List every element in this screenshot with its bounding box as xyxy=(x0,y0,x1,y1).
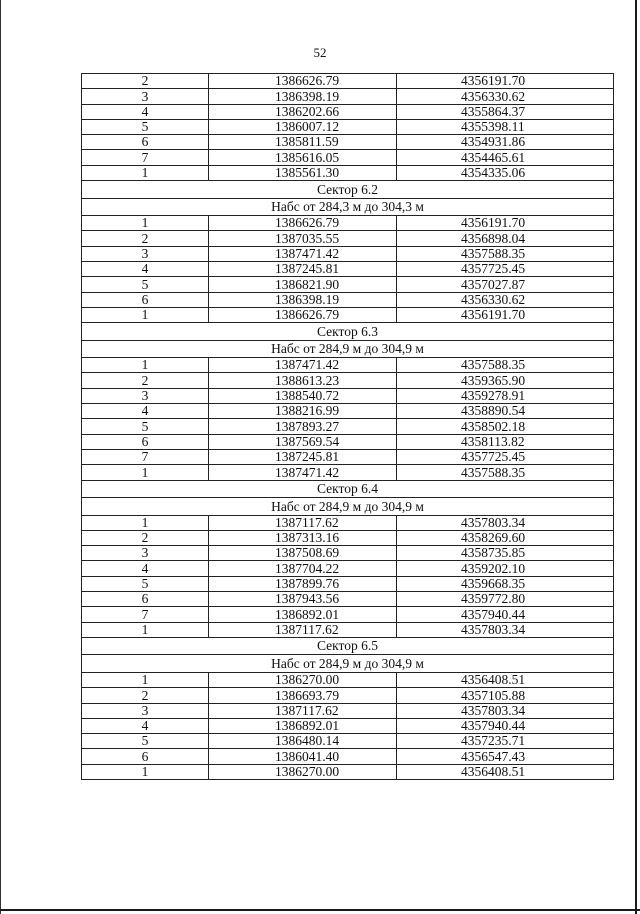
x-coordinate-cell: 1386270.00 xyxy=(209,764,397,779)
y-coordinate-cell: 4356408.51 xyxy=(397,672,614,687)
table-row xyxy=(82,546,614,561)
y-coordinate-cell: 4356191.70 xyxy=(397,307,614,322)
table-row xyxy=(82,530,614,545)
x-coordinate-cell: 1386041.40 xyxy=(209,749,397,764)
section-title: Набс от 284,3 м до 304,3 м xyxy=(82,198,614,216)
y-coordinate-cell: 4354335.06 xyxy=(397,165,614,180)
table-row xyxy=(82,672,614,687)
point-number-cell: 3 xyxy=(82,546,209,561)
y-coordinate-cell: 4357803.34 xyxy=(397,703,614,718)
point-number-cell: 3 xyxy=(82,703,209,718)
point-number-cell: 6 xyxy=(82,292,209,307)
x-coordinate-cell: 1385616.05 xyxy=(209,150,397,165)
table-row xyxy=(82,119,614,134)
point-number-cell: 1 xyxy=(82,216,209,231)
section-title-row xyxy=(82,323,614,341)
x-coordinate-cell: 1387471.42 xyxy=(209,246,397,261)
y-coordinate-cell: 4357803.34 xyxy=(397,622,614,637)
y-coordinate-cell: 4354931.86 xyxy=(397,135,614,150)
point-number-cell: 2 xyxy=(82,231,209,246)
table-row xyxy=(82,718,614,733)
section-title: Набс от 284,9 м до 304,9 м xyxy=(82,498,614,516)
scan-edge-left xyxy=(0,0,1,914)
x-coordinate-cell: 1386007.12 xyxy=(209,119,397,134)
section-title-row xyxy=(82,480,614,498)
section-title: Сектор 6.4 xyxy=(82,480,614,498)
y-coordinate-cell: 4357803.34 xyxy=(397,515,614,530)
y-coordinate-cell: 4357588.35 xyxy=(397,246,614,261)
table-row xyxy=(82,515,614,530)
x-coordinate-cell: 1386202.66 xyxy=(209,104,397,119)
x-coordinate-cell: 1386626.79 xyxy=(209,216,397,231)
point-number-cell: 3 xyxy=(82,246,209,261)
x-coordinate-cell: 1386626.79 xyxy=(209,307,397,322)
table-row xyxy=(82,165,614,180)
x-coordinate-cell: 1386821.90 xyxy=(209,277,397,292)
y-coordinate-cell: 4357588.35 xyxy=(397,465,614,480)
x-coordinate-cell: 1386892.01 xyxy=(209,718,397,733)
point-number-cell: 4 xyxy=(82,718,209,733)
x-coordinate-cell: 1388540.72 xyxy=(209,388,397,403)
table-row xyxy=(82,622,614,637)
page-number: 52 xyxy=(313,45,327,60)
x-coordinate-cell: 1386626.79 xyxy=(209,74,397,89)
scan-edge-bottom xyxy=(0,909,640,911)
x-coordinate-cell: 1386480.14 xyxy=(209,734,397,749)
y-coordinate-cell: 4358502.18 xyxy=(397,419,614,434)
table-row xyxy=(82,388,614,403)
y-coordinate-cell: 4357235.71 xyxy=(397,734,614,749)
y-coordinate-cell: 4358890.54 xyxy=(397,404,614,419)
point-number-cell: 7 xyxy=(82,150,209,165)
y-coordinate-cell: 4357588.35 xyxy=(397,358,614,373)
y-coordinate-cell: 4356547.43 xyxy=(397,749,614,764)
x-coordinate-cell: 1387508.69 xyxy=(209,546,397,561)
point-number-cell: 3 xyxy=(82,89,209,104)
section-title-row xyxy=(82,181,614,199)
x-coordinate-cell: 1386398.19 xyxy=(209,89,397,104)
x-coordinate-cell: 1385811.59 xyxy=(209,135,397,150)
x-coordinate-cell: 1387117.62 xyxy=(209,703,397,718)
point-number-cell: 5 xyxy=(82,734,209,749)
point-number-cell: 1 xyxy=(82,622,209,637)
section-title: Сектор 6.5 xyxy=(82,637,614,655)
coordinates-table-body xyxy=(82,74,614,780)
table-row xyxy=(82,292,614,307)
section-title: Сектор 6.2 xyxy=(82,181,614,199)
point-number-cell: 1 xyxy=(82,672,209,687)
section-title-row xyxy=(82,637,614,655)
x-coordinate-cell: 1387117.62 xyxy=(209,515,397,530)
y-coordinate-cell: 4355398.11 xyxy=(397,119,614,134)
point-number-cell: 1 xyxy=(82,307,209,322)
point-number-cell: 7 xyxy=(82,449,209,464)
point-number-cell: 6 xyxy=(82,749,209,764)
table-row xyxy=(82,74,614,89)
point-number-cell: 2 xyxy=(82,74,209,89)
point-number-cell: 4 xyxy=(82,404,209,419)
point-number-cell: 7 xyxy=(82,607,209,622)
x-coordinate-cell: 1387899.76 xyxy=(209,576,397,591)
table-row xyxy=(82,150,614,165)
table-row xyxy=(82,135,614,150)
y-coordinate-cell: 4356898.04 xyxy=(397,231,614,246)
table-row xyxy=(82,749,614,764)
y-coordinate-cell: 4356191.70 xyxy=(397,74,614,89)
section-title: Сектор 6.3 xyxy=(82,323,614,341)
point-number-cell: 1 xyxy=(82,465,209,480)
x-coordinate-cell: 1387245.81 xyxy=(209,261,397,276)
table-row xyxy=(82,592,614,607)
x-coordinate-cell: 1386892.01 xyxy=(209,607,397,622)
point-number-cell: 4 xyxy=(82,104,209,119)
table-row xyxy=(82,734,614,749)
point-number-cell: 5 xyxy=(82,119,209,134)
y-coordinate-cell: 4358113.82 xyxy=(397,434,614,449)
point-number-cell: 6 xyxy=(82,135,209,150)
table-row xyxy=(82,89,614,104)
table-row xyxy=(82,358,614,373)
point-number-cell: 6 xyxy=(82,434,209,449)
x-coordinate-cell: 1385561.30 xyxy=(209,165,397,180)
point-number-cell: 5 xyxy=(82,419,209,434)
table-row xyxy=(82,373,614,388)
table-row xyxy=(82,434,614,449)
point-number-cell: 4 xyxy=(82,561,209,576)
table-row xyxy=(82,216,614,231)
table-row xyxy=(82,104,614,119)
point-number-cell: 4 xyxy=(82,261,209,276)
section-title-row xyxy=(82,655,614,673)
x-coordinate-cell: 1386270.00 xyxy=(209,672,397,687)
y-coordinate-cell: 4357940.44 xyxy=(397,607,614,622)
x-coordinate-cell: 1387313.16 xyxy=(209,530,397,545)
y-coordinate-cell: 4358269.60 xyxy=(397,530,614,545)
table-row xyxy=(82,246,614,261)
table-row xyxy=(82,607,614,622)
x-coordinate-cell: 1387471.42 xyxy=(209,465,397,480)
point-number-cell: 2 xyxy=(82,688,209,703)
x-coordinate-cell: 1387893.27 xyxy=(209,419,397,434)
point-number-cell: 3 xyxy=(82,388,209,403)
point-number-cell: 1 xyxy=(82,764,209,779)
table-row xyxy=(82,764,614,779)
table-row xyxy=(82,465,614,480)
y-coordinate-cell: 4357027.87 xyxy=(397,277,614,292)
x-coordinate-cell: 1387245.81 xyxy=(209,449,397,464)
table-row xyxy=(82,231,614,246)
point-number-cell: 6 xyxy=(82,592,209,607)
table-row xyxy=(82,307,614,322)
x-coordinate-cell: 1388216.99 xyxy=(209,404,397,419)
y-coordinate-cell: 4357725.45 xyxy=(397,261,614,276)
point-number-cell: 2 xyxy=(82,530,209,545)
table-row xyxy=(82,404,614,419)
table-row xyxy=(82,561,614,576)
y-coordinate-cell: 4356330.62 xyxy=(397,89,614,104)
y-coordinate-cell: 4359202.10 xyxy=(397,561,614,576)
y-coordinate-cell: 4356408.51 xyxy=(397,764,614,779)
x-coordinate-cell: 1386398.19 xyxy=(209,292,397,307)
table-row xyxy=(82,703,614,718)
x-coordinate-cell: 1387704.22 xyxy=(209,561,397,576)
x-coordinate-cell: 1387035.55 xyxy=(209,231,397,246)
coordinates-table xyxy=(81,73,614,780)
point-number-cell: 2 xyxy=(82,373,209,388)
y-coordinate-cell: 4357105.88 xyxy=(397,688,614,703)
point-number-cell: 1 xyxy=(82,358,209,373)
x-coordinate-cell: 1387943.56 xyxy=(209,592,397,607)
y-coordinate-cell: 4357725.45 xyxy=(397,449,614,464)
section-title-row xyxy=(82,498,614,516)
x-coordinate-cell: 1388613.23 xyxy=(209,373,397,388)
table-row xyxy=(82,576,614,591)
y-coordinate-cell: 4354465.61 xyxy=(397,150,614,165)
x-coordinate-cell: 1386693.79 xyxy=(209,688,397,703)
section-title: Набс от 284,9 м до 304,9 м xyxy=(82,340,614,358)
table-row xyxy=(82,688,614,703)
y-coordinate-cell: 4355864.37 xyxy=(397,104,614,119)
table-row xyxy=(82,449,614,464)
section-title-row xyxy=(82,198,614,216)
y-coordinate-cell: 4356330.62 xyxy=(397,292,614,307)
y-coordinate-cell: 4359668.35 xyxy=(397,576,614,591)
x-coordinate-cell: 1387471.42 xyxy=(209,358,397,373)
point-number-cell: 1 xyxy=(82,165,209,180)
y-coordinate-cell: 4358735.85 xyxy=(397,546,614,561)
y-coordinate-cell: 4356191.70 xyxy=(397,216,614,231)
y-coordinate-cell: 4357940.44 xyxy=(397,718,614,733)
y-coordinate-cell: 4359365.90 xyxy=(397,373,614,388)
y-coordinate-cell: 4359278.91 xyxy=(397,388,614,403)
point-number-cell: 1 xyxy=(82,515,209,530)
table-row xyxy=(82,277,614,292)
y-coordinate-cell: 4359772.80 xyxy=(397,592,614,607)
point-number-cell: 5 xyxy=(82,576,209,591)
section-title: Набс от 284,9 м до 304,9 м xyxy=(82,655,614,673)
x-coordinate-cell: 1387117.62 xyxy=(209,622,397,637)
table-row xyxy=(82,261,614,276)
x-coordinate-cell: 1387569.54 xyxy=(209,434,397,449)
point-number-cell: 5 xyxy=(82,277,209,292)
section-title-row xyxy=(82,340,614,358)
table-row xyxy=(82,419,614,434)
scan-edge-right xyxy=(635,0,637,914)
